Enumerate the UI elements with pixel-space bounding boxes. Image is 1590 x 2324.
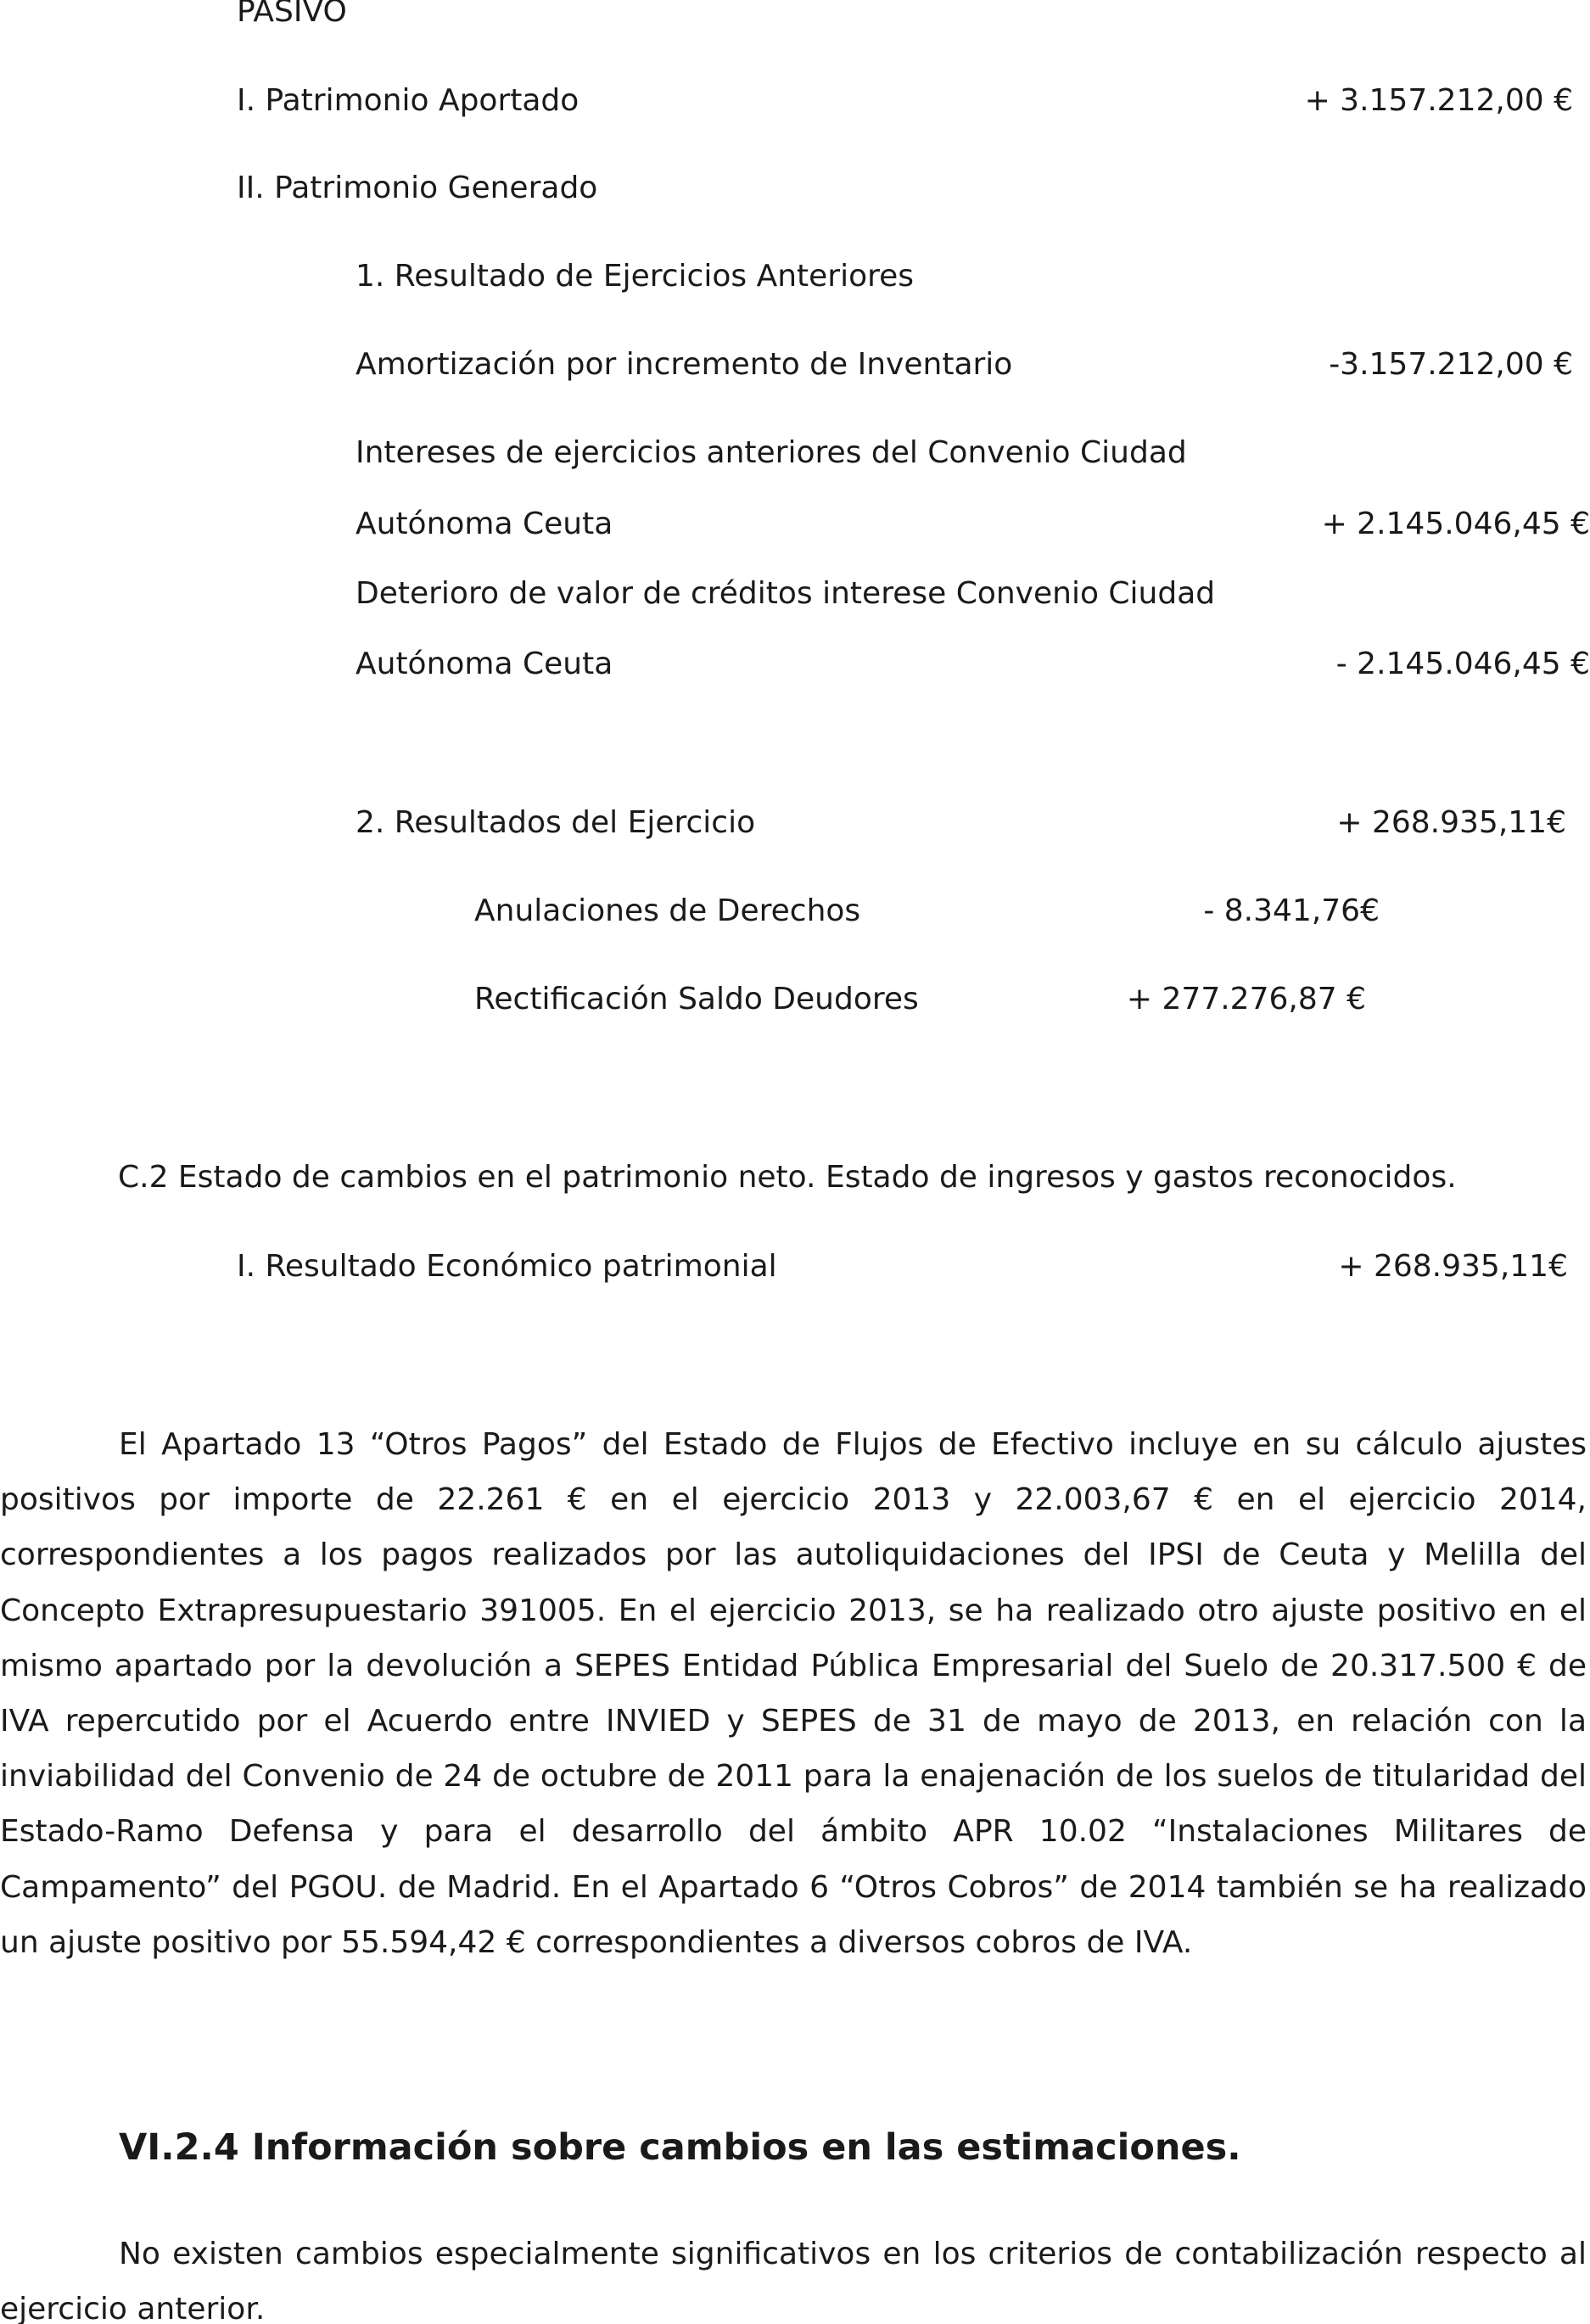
deterioro-label-line2: Autónoma Ceuta	[356, 647, 613, 681]
flujos-paragraph	[0, 1417, 1587, 1970]
flujos-paragraph-text: El Apartado 13 “Otros Pagos” del Estado de Flujos de Efectivo incluye en su cálculo ajustes positivos por importe de 22.261 € en el ejercicio 2013 y 22.003,67 € en el ejercicio 2014, correspondientes a los pagos realizados por las autoliquidaciones del IPSI de Ceuta y Melilla del Concepto Extrapresupuestario 391005. En el ejercicio 2013, se ha realizado otro ajuste positivo en el mismo apartado por la devolución a SEPES Entidad Pública Empresarial del Suelo de 20.317.500 € de IVA repercutido por el Acuerdo entre INVIED y SEPES de 31 de mayo de 2013, en relación con la inviabilidad del Convenio de 24 de octubre de 2011 para la enajenación de los suelos de titularidad del Estado-Ramo Defensa y para el desarrollo del ámbito APR 10.02 “Instalaciones Militares de Campamento” del PGOU. de Madrid. En el Apartado 6 “Otros Cobros” de 2014 también se ha realizado un ajuste positivo por 55.594,42 € correspondientes a diversos cobros de IVA.	[0, 1427, 1587, 1960]
c2-title: C.2 Estado de cambios en el patrimonio neto. Estado de ingresos y gastos reconocidos.	[118, 1160, 1457, 1195]
intereses-amount: + 2.145.046,45 €	[1321, 507, 1590, 541]
anulaciones-label: Anulaciones de Derechos	[474, 893, 861, 928]
rectificacion-amount: + 277.276,87 €	[1126, 982, 1366, 1016]
resultado-economico-amount: + 268.935,11€	[1338, 1249, 1568, 1284]
amortizacion-amount: -3.157.212,00 €	[1329, 347, 1573, 382]
rectificacion-label: Rectificación Saldo Deudores	[474, 982, 919, 1016]
anulaciones-amount: - 8.341,76€	[1203, 893, 1380, 928]
intereses-label-line2: Autónoma Ceuta	[356, 507, 613, 541]
section-paragraph-text: No existen cambios especialmente significativos en los criterios de contabilización respecto al ejercicio anterior.	[0, 2237, 1587, 2324]
section-paragraph	[0, 2226, 1587, 2324]
amortizacion-label: Amortización por incremento de Inventario	[356, 347, 1013, 382]
deterioro-label-line1: Deterioro de valor de créditos interese Convenio Ciudad	[356, 576, 1216, 611]
resultados-ejercicio-label: 2. Resultados del Ejercicio	[356, 805, 756, 840]
patrimonio-aportado-label: I. Patrimonio Aportado	[237, 83, 579, 118]
pasivo-title: PASIVO	[237, 0, 347, 29]
patrimonio-aportado-amount: + 3.157.212,00 €	[1304, 83, 1573, 118]
resultado-anteriores-label: 1. Resultado de Ejercicios Anteriores	[356, 259, 915, 294]
resultados-ejercicio-amount: + 268.935,11€	[1336, 805, 1566, 840]
intereses-label-line1: Intereses de ejercicios anteriores del Convenio Ciudad	[356, 435, 1187, 470]
section-heading: VI.2.4 Información sobre cambios en las estimaciones.	[119, 2126, 1241, 2169]
deterioro-amount: - 2.145.046,45 €	[1335, 647, 1590, 681]
resultado-economico-label: I. Resultado Económico patrimonial	[237, 1249, 777, 1284]
patrimonio-generado-label: II. Patrimonio Generado	[237, 171, 598, 205]
